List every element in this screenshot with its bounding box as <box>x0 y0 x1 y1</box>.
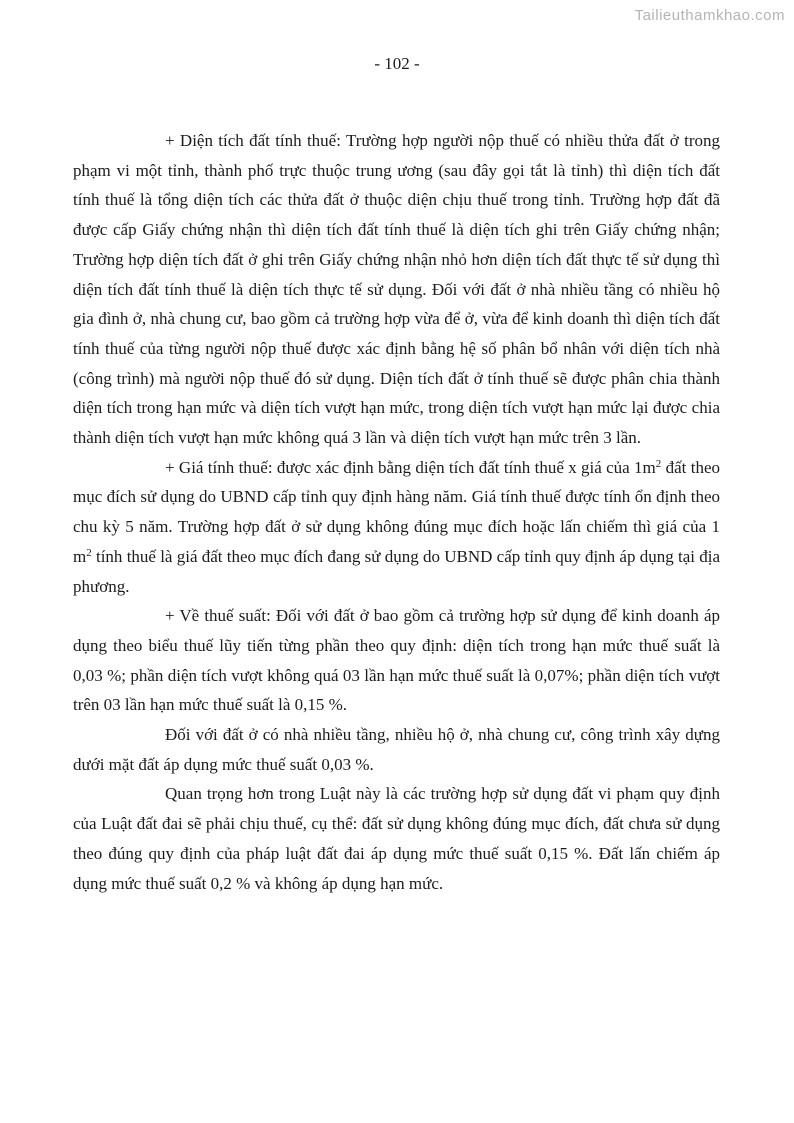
paragraph-gia-tinh-thue-segment: tính thuế là giá đất theo mục đích đang sử dụng do UBND cấp tỉnh quy định áp dụng tại địa phương. <box>73 546 720 596</box>
superscript-squared: 2 <box>86 546 92 559</box>
paragraph-dat-o-nha-nhieu-tang: Đối với đất ở có nhà nhiều tầng, nhiều hộ ở, nhà chung cư, công trình xây dựng dưới mặt đất áp dụng mức thuế suất 0,03 %. <box>73 725 720 774</box>
paragraph-truong-hop-vi-pham: Quan trọng hơn trong Luật này là các trường hợp sử dụng đất vi phạm quy định của Luật đất đai sẽ phải chịu thuế, cụ thể: đất sử dụng không đúng mục đích, đất chưa sử dụng theo đúng quy định của pháp luật đất đai áp dụng mức thuế suất 0,15 %. Đất lấn chiếm áp dụng mức thuế suất 0,2 % và không áp dụng hạn mức. <box>73 784 720 893</box>
page-number: - 102 - <box>374 54 420 73</box>
watermark: Tailieuthamkhao.com <box>634 7 785 24</box>
paragraph-gia-tinh-thue <box>73 453 720 602</box>
paragraph-gia-tinh-thue-segment: đất theo mục đích sử dụng do UBND cấp tỉnh quy định hàng năm. Giá tính thuế được tính ổn định theo chu kỳ 5 năm. Trường hợp đất ở sử dụng không đúng mục đích hoặc lấn chiếm thì giá của 1 m <box>73 457 720 566</box>
paragraph-gia-tinh-thue-segment: + Giá tính thuế: được xác định bằng diện tích đất tính thuế x giá của 1m <box>165 457 656 477</box>
paragraph-dien-tich-dat-tinh-thue: + Diện tích đất tính thuế: Trường hợp người nộp thuế có nhiều thửa đất ở trong phạm vi một tỉnh, thành phố trực thuộc trung ương (sau đây gọi tắt là tỉnh) thì diện tích đất tính thuế là tổng diện tích các thửa đất ở thuộc diện chịu thuế trong tỉnh. Trường hợp đất đã được cấp Giấy chứng nhận thì diện tích đất tính thuế là diện tích ghi trên Giấy chứng nhận; Trường hợp diện tích đất ở ghi trên Giấy chứng nhận nhỏ hơn diện tích đất thực tế sử dụng thì diện tích đất tính thuế là diện tích thực tế sử dụng. Đối với đất ở nhà nhiều tầng có nhiều hộ gia đình ở, nhà chung cư, bao gồm cả trường hợp vừa để ở, vừa để kinh doanh thì diện tích đất tính thuế của từng người nộp thuế được xác định bằng hệ số phân bổ nhân với diện tích nhà (công trình) mà người nộp thuế đó sử dụng. Diện tích đất ở tính thuế sẽ được phân chia thành diện tích trong hạn mức và diện tích vượt hạn mức, trong diện tích vượt hạn mức lại được chia thành diện tích vượt hạn mức không quá 3 lần và diện tích vượt hạn mức trên 3 lần. <box>73 131 720 448</box>
document-body <box>73 126 720 898</box>
superscript-squared: 2 <box>655 457 662 470</box>
paragraph-ve-thue-suat: + Về thuế suất: Đối với đất ở bao gồm cả trường hợp sử dụng để kinh doanh áp dụng theo biểu thuế lũy tiến từng phần theo quy định: diện tích trong hạn mức thuế suất là 0,03 %; phần diện tích vượt không quá 03 lần hạn mức thuế suất là 0,07%; phần diện tích vượt trên 03 lần hạn mức thuế suất là 0,15 %. <box>73 606 720 715</box>
